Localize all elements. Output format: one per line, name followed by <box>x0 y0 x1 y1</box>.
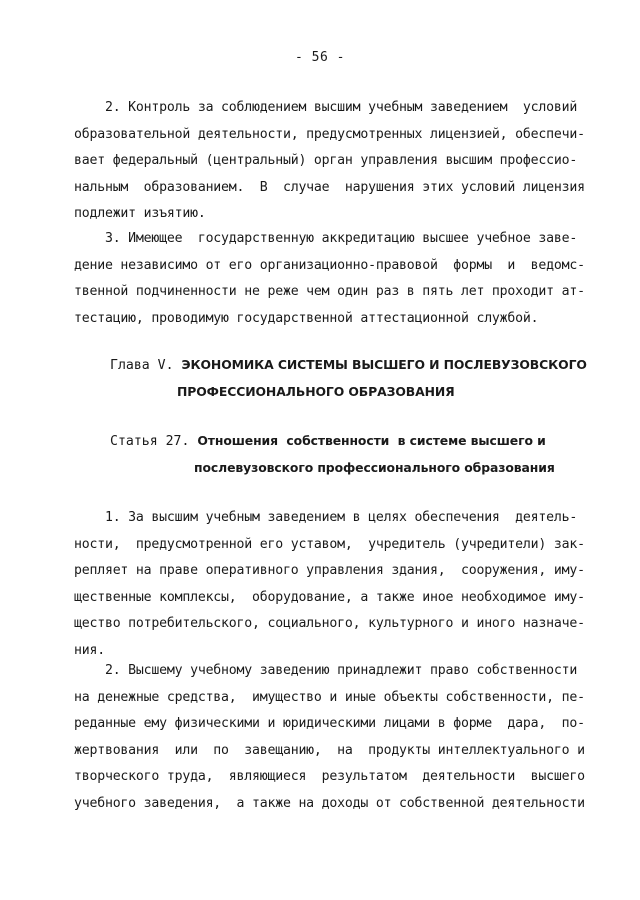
text-line: твенной подчиненности не реже чем один раз в пять лет проходит ат- <box>74 284 585 299</box>
article-title-line2: послевузовского профессионального образования <box>194 460 555 475</box>
text-line: творческого труда, являющиеся результатом деятельности высшего <box>74 769 585 784</box>
paragraph-operational-management <box>74 505 585 664</box>
chapter-title-line1: ЭКОНОМИКА СИСТЕМЫ ВЫСШЕГО И ПОСЛЕВУЗОВСКОГО <box>181 357 587 372</box>
text-line: ности, предусмотренной его уставом, учредитель (учредители) зак- <box>74 536 585 552</box>
article-title-line1: Отношения собственности в системе высшего и <box>197 433 546 448</box>
article-prefix: Статья 27. <box>110 434 198 449</box>
text-line: 1. За высшим учебным заведением в целях обеспечения деятель- <box>74 510 578 525</box>
text-line: репляет на праве оперативного управления здания, сооружения, иму- <box>74 563 585 578</box>
text-line: щественные комплексы, оборудование, а также иное необходимое иму- <box>74 589 585 605</box>
text-line: 3. Имеющее государственную аккредитацию высшее учебное заве- <box>74 231 578 246</box>
chapter-heading <box>110 352 587 406</box>
text-line: вает федеральный (центральный) орган управления высшим профессио- <box>74 153 578 168</box>
paragraph-accreditation <box>74 226 585 332</box>
text-line: на денежные средства, имущество и иные объекты собственности, пе- <box>74 689 585 705</box>
text-line: 2. Контроль за соблюдением высшим учебным заведением условий <box>74 100 578 115</box>
text-line: ния. <box>74 642 105 658</box>
text-line: дение независимо от его организационно-правовой формы и ведомс- <box>74 257 585 273</box>
text-line: образовательной деятельности, предусмотренных лицензией, обеспечи- <box>74 126 585 142</box>
text-line: тестацию, проводимую государственной аттестационной службой. <box>74 310 539 326</box>
text-line: нальным образованием. В случае нарушения этих условий лицензия <box>74 179 585 195</box>
page-number: - 56 - <box>295 50 345 65</box>
text-line: подлежит изъятию. <box>74 206 206 221</box>
text-line: реданные ему физическими и юридическими лицами в форме дара, по- <box>74 716 585 731</box>
chapter-prefix: Глава V. <box>110 358 182 373</box>
paragraph-ownership-rights <box>74 658 585 817</box>
text-line: жертвования или по завещанию, на продукты интеллектуального и <box>74 742 585 758</box>
paragraph-control-licensing <box>74 95 585 228</box>
chapter-title-line2: ПРОФЕССИОНАЛЬНОГО ОБРАЗОВАНИЯ <box>177 384 455 399</box>
article-heading <box>110 428 555 482</box>
text-line: 2. Высшему учебному заведению принадлежит право собственности <box>74 663 578 678</box>
text-line: учебного заведения, а также на доходы от собственной деятельности <box>74 795 585 811</box>
text-line: щество потребительского, социального, культурного и иного назначе- <box>74 616 585 631</box>
